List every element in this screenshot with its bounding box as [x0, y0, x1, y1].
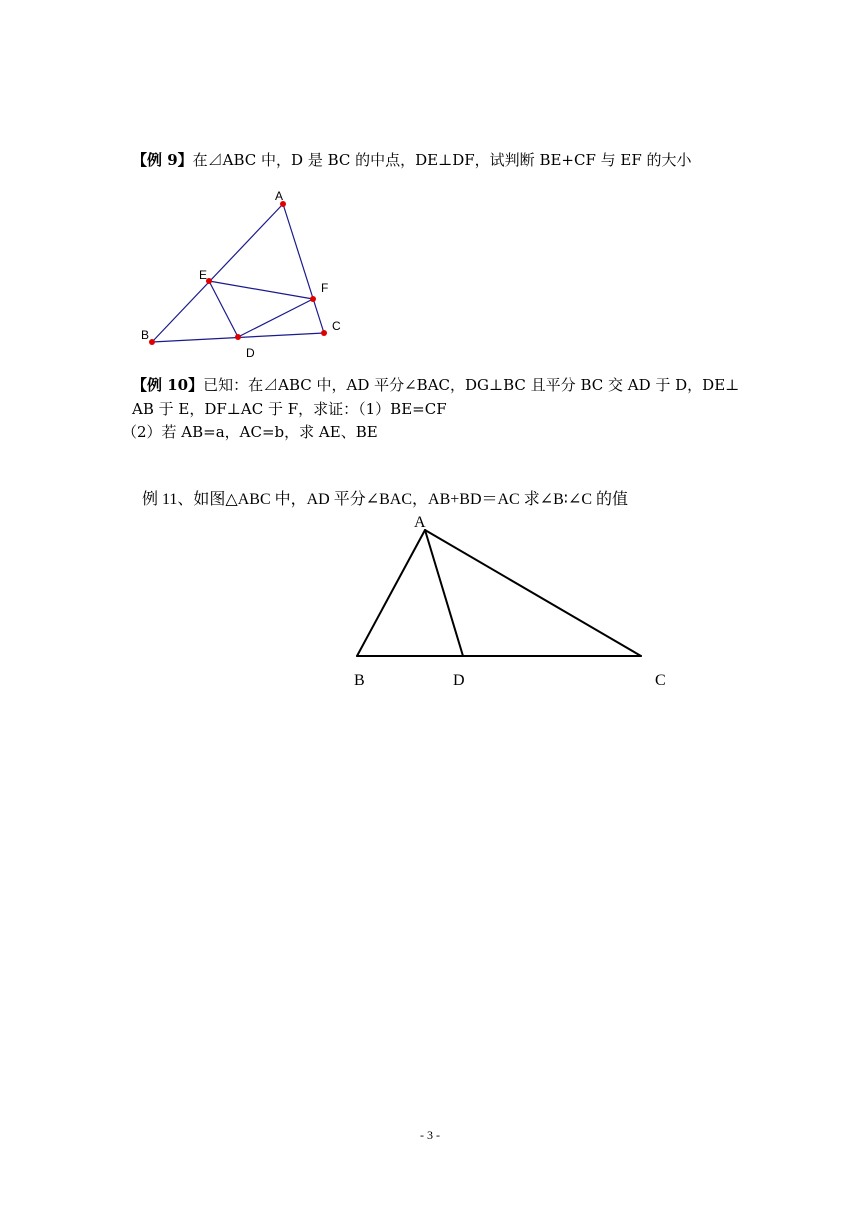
segment-EF	[209, 281, 313, 299]
label-D: D	[246, 346, 255, 360]
example9-figure	[130, 185, 350, 365]
segment-AB	[357, 530, 425, 656]
example9-text: 在⊿ABC 中，D 是 BC 的中点，DE⊥DF，试判断 BE+CF 与 EF 的大小	[192, 151, 692, 169]
label-C: C	[332, 319, 341, 333]
segment-AB	[152, 204, 283, 342]
point-B	[149, 339, 155, 345]
example11-statement: 例 11、如图△ABC 中，AD 平分∠BAC，AB+BD＝AC 求∠B∶∠C 的值	[142, 491, 629, 508]
example10-text-1: 已知：在⊿ABC 中，AD 平分∠BAC，DG⊥BC 且平分 BC 交 AD 于 D，DE⊥	[203, 376, 740, 394]
segment-AC	[283, 204, 324, 333]
segment-ED	[209, 281, 238, 337]
point-C	[321, 330, 327, 336]
example9-statement	[132, 149, 692, 171]
label-E: E	[199, 268, 208, 282]
segment-DF	[238, 299, 313, 337]
example10-line3: （2）若 AB=a，AC=b，求 AE、BE	[122, 423, 378, 441]
label-B: B	[141, 328, 150, 342]
point-D	[235, 334, 241, 340]
example11-figure	[340, 510, 680, 690]
label-B: B	[354, 672, 365, 689]
label-A: A	[414, 514, 426, 531]
example10-line2: AB 于 E，DF⊥AC 于 F，求证：（1）BE=CF	[132, 400, 447, 418]
example9-tag: 【例 9】	[132, 151, 193, 169]
example10-line1	[132, 374, 739, 396]
example10-tag: 【例 10】	[132, 376, 204, 394]
point-F	[310, 296, 316, 302]
label-A: A	[275, 189, 284, 203]
label-C: C	[655, 672, 666, 689]
page-number: - 3 -	[420, 1128, 440, 1142]
label-D: D	[453, 672, 465, 689]
label-F: F	[321, 281, 329, 295]
